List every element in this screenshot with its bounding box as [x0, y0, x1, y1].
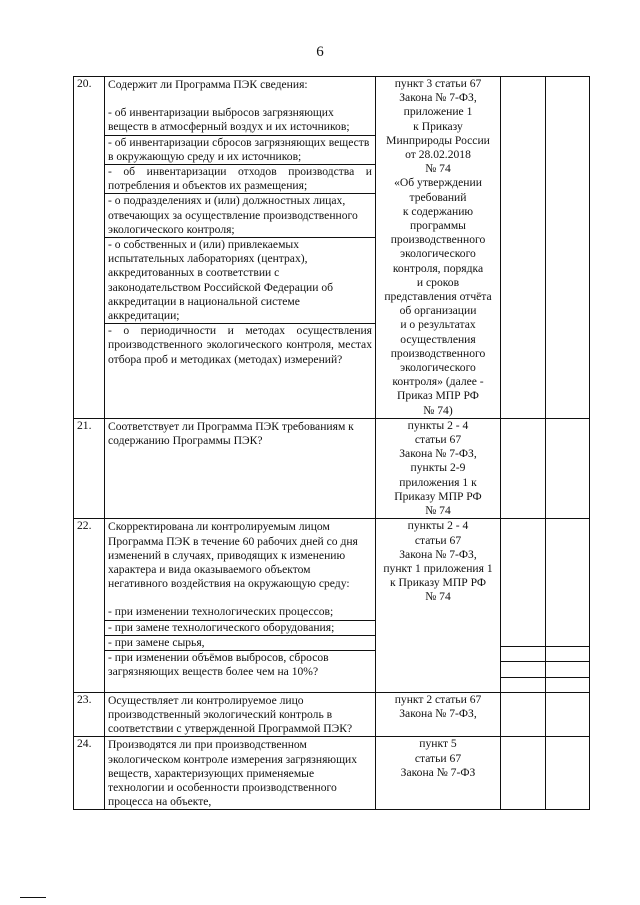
question-item: - о собственных и (или) привлекаемых испытательных лабораториях (центрах), аккредитованных в соответствии с законодательством Российской Федерации об аккредитации в национальной системе аккредитации;: [105, 237, 375, 323]
reference-line: и о результатах: [400, 318, 476, 332]
answer-cell[interactable]: [546, 418, 590, 518]
question-item: - при изменении технологических процессов;: [108, 605, 334, 619]
answer-cell[interactable]: [501, 519, 546, 693]
table-row: [74, 77, 590, 419]
question-text: Осуществляет ли контролируемое лицо производственный экологический контроль в соответствии с утвержденной Программой ПЭК?: [108, 693, 353, 736]
footnote-separator: [20, 897, 46, 898]
table-row: [74, 692, 590, 737]
reference-line: представления отчёта: [384, 290, 492, 304]
reference-line: программы: [410, 219, 466, 233]
row-number: 23.: [74, 692, 105, 737]
reference-line: от 28.02.2018: [405, 148, 471, 162]
answer-cell[interactable]: [501, 737, 546, 810]
reference-line: об организации: [399, 304, 477, 318]
row-number: 22.: [74, 519, 105, 693]
reference-cell: [376, 418, 501, 518]
question-item: - о подразделениях и (или) должностных лицах, отвечающих за осуществление производственного экологического контроля;: [105, 193, 375, 237]
row-number: 24.: [74, 737, 105, 810]
reference-line: Закона № 7-ФЗ,: [399, 707, 477, 721]
reference-line: № 74: [425, 504, 451, 518]
question-cell: [105, 519, 376, 693]
reference-cell: [376, 692, 501, 737]
answer-cell[interactable]: [546, 77, 590, 419]
reference-line: статьи 67: [414, 533, 462, 547]
reference-line: пункты 2-9: [410, 461, 466, 475]
reference-line: производственного: [390, 233, 486, 247]
question-cell: [105, 737, 376, 810]
question-text: Производятся ли при производственном экологическом контроле измерения загрязняющих веществ, характеризующих применяемые технологии и особенности производственного процесса на объекте,: [108, 738, 357, 809]
question-cell: [105, 418, 376, 518]
reference-line: приложение 1: [403, 105, 473, 119]
checklist-table: [73, 76, 590, 810]
answer-cell[interactable]: [501, 77, 546, 419]
reference-cell: [376, 737, 501, 810]
reference-line: к Приказу: [413, 119, 463, 133]
reference-line: пункт 1 приложения 1: [383, 561, 493, 575]
reference-line: статьи 67: [414, 433, 462, 447]
reference-line: пункты 2 - 4: [407, 418, 469, 432]
answer-cell[interactable]: [501, 418, 546, 518]
reference-line: требований: [409, 190, 467, 204]
reference-line: Минприроды России: [386, 133, 490, 147]
reference-line: осуществления: [400, 332, 476, 346]
question-cell: [105, 77, 376, 419]
reference-line: № 74): [423, 403, 453, 417]
answer-cell[interactable]: [546, 519, 590, 693]
reference-line: Закона № 7-ФЗ: [400, 765, 476, 779]
question-item: - об инвентаризации выбросов загрязняющих веществ в атмосферный воздух и их источников;: [108, 106, 350, 134]
reference-line: Закона № 7-ФЗ,: [399, 447, 477, 461]
reference-line: к содержанию: [402, 204, 474, 218]
row-number: 21.: [74, 418, 105, 518]
question-item: - о периодичности и методах осуществления производственного экологического контроля, местах отбора проб и методиках (методах) измерений?: [105, 323, 375, 367]
reference-line: к Приказу МПР РФ: [390, 576, 486, 590]
table-row: [74, 519, 590, 693]
reference-line: Приказу МПР РФ: [394, 489, 482, 503]
reference-line: № 74: [425, 590, 451, 604]
question-item: - при замене сырья,: [105, 635, 375, 650]
question-item: - об инвентаризации отходов производства и потребления и объектов их размещения;: [105, 164, 375, 193]
reference-line: № 74: [425, 162, 451, 176]
question-text: Скорректирована ли контролируемым лицом Программа ПЭК в течение 60 рабочих дней со дня изменений в случаях, приводящих к изменению характера и вида оказываемого объектом негативного воздействия на окружающую среду:: [108, 520, 358, 591]
reference-line: Закона № 7-ФЗ,: [399, 91, 477, 105]
table-row: [74, 737, 590, 810]
reference-line: статьи 67: [414, 751, 462, 765]
page-number: 6: [316, 44, 324, 60]
question-cell: [105, 692, 376, 737]
answer-cell[interactable]: [546, 737, 590, 810]
question-item: - об инвентаризации сбросов загрязняющих веществ в окружающую среду и их источников;: [105, 135, 375, 164]
reference-line: пункт 2 статьи 67: [394, 692, 482, 706]
question-text: Содержит ли Программа ПЭК сведения:: [108, 78, 308, 91]
answer-cell[interactable]: [501, 692, 546, 737]
answer-cell[interactable]: [546, 692, 590, 737]
reference-line: и сроков: [416, 275, 460, 289]
reference-line: приложения 1 к: [399, 475, 477, 489]
reference-line: Приказ МПР РФ: [397, 389, 479, 403]
reference-line: контроля» (далее -: [392, 375, 484, 389]
reference-cell: [376, 77, 501, 419]
question-item: - при замене технологического оборудования;: [105, 620, 375, 635]
reference-line: Закона № 7-ФЗ,: [399, 547, 477, 561]
reference-line: пункты 2 - 4: [407, 519, 469, 533]
reference-line: экологического: [400, 361, 476, 375]
reference-line: пункт 3 статьи 67: [394, 77, 482, 90]
reference-line: контроля, порядка: [392, 261, 484, 275]
reference-line: «Об утверждении: [394, 176, 482, 190]
table-row: [74, 418, 590, 518]
reference-line: экологического: [400, 247, 476, 261]
reference-line: производственного: [390, 346, 486, 360]
question-item: - при изменении объёмов выбросов, сбросов загрязняющих веществ более чем на 10%?: [105, 650, 375, 679]
reference-cell: [376, 519, 501, 693]
reference-line: пункт 5: [419, 737, 457, 751]
row-number: 20.: [74, 77, 105, 419]
question-text: Соответствует ли Программа ПЭК требованиям к содержанию Программы ПЭК?: [108, 419, 354, 448]
